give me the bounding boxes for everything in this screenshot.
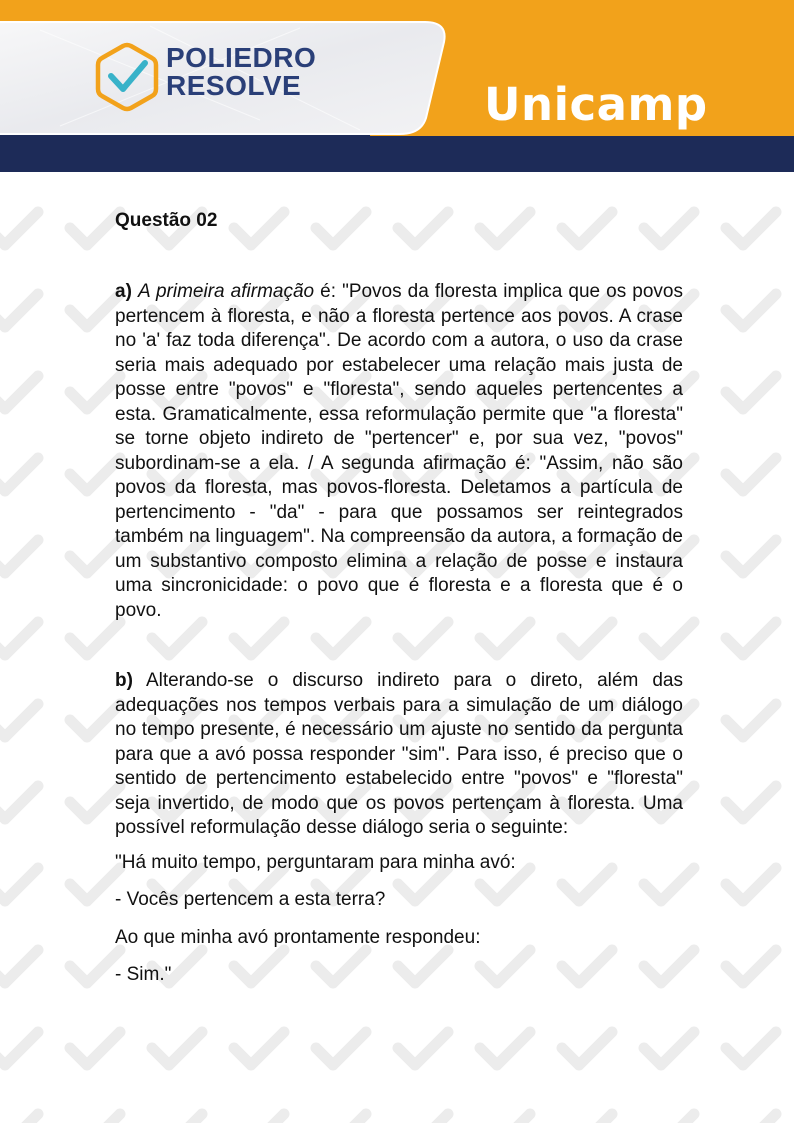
answer-content <box>115 208 683 988</box>
answer-part-a <box>115 280 683 623</box>
part-b-text: Alterando-se o discurso indireto para o direto, além das adequações nos tempos verbais para a simulação de um diálogo no tempo presente, é necessário um ajuste no sentido da pergunta para que a avó possa responder "sim". Para isso, é preciso que o sentido de pertencimento estabelecido entre "povos" e "floresta" seja invertido, de modo que os povos pertençam à floresta. Uma possível reformulação desse diálogo seria o seguinte: <box>115 670 683 838</box>
logo-line-resolve: RESOLVE <box>166 70 302 101</box>
dialogue-line: "Há muito tempo, perguntaram para minha avó: <box>115 851 516 873</box>
logo-line-poliedro: POLIEDRO <box>166 42 317 73</box>
dialogue-line: - Vocês pertencem a esta terra? <box>115 889 386 910</box>
part-a-text: é: "Povos da floresta implica que os povos pertencem à floresta, e não a floresta pertence aos povos. A crase no 'a' faz toda diferença". De acordo com a autora, o uso da crase seria mais adequado por estabelecer uma relação mais justa de posse entre "povos" e "floresta", sendo aqueles pertencentes a esta. Gramaticalmente, essa reformulação permite que "a floresta" se torne objeto indireto de "pertencer" e, por sua vez, "povos" subordinam-se a ela. / A segunda afirmação é: "Assim, não são povos da floresta, mas povos-floresta. Deletamos a partícula de pertencimento - "da" - para que possamos ser reintegrados também na linguagem". Na compreensão da autora, a formação de um substantivo composto elimina a relação de posse e instaura uma sincronicidade: o povo que é floresta e a floresta que é o povo. <box>115 281 683 621</box>
dialogue-line: Ao que minha avó prontamente respondeu: <box>115 926 481 948</box>
brand-logo <box>166 44 316 100</box>
part-a-label: a) <box>115 281 132 302</box>
answer-part-b <box>115 669 683 841</box>
dialogue-line: - Sim." <box>115 964 172 985</box>
exam-title: Unicamp <box>484 78 708 131</box>
part-a-italic-lead: A primeira afirmação <box>137 281 315 302</box>
question-title: Questão 02 <box>115 210 218 231</box>
part-b-label: b) <box>115 670 133 691</box>
